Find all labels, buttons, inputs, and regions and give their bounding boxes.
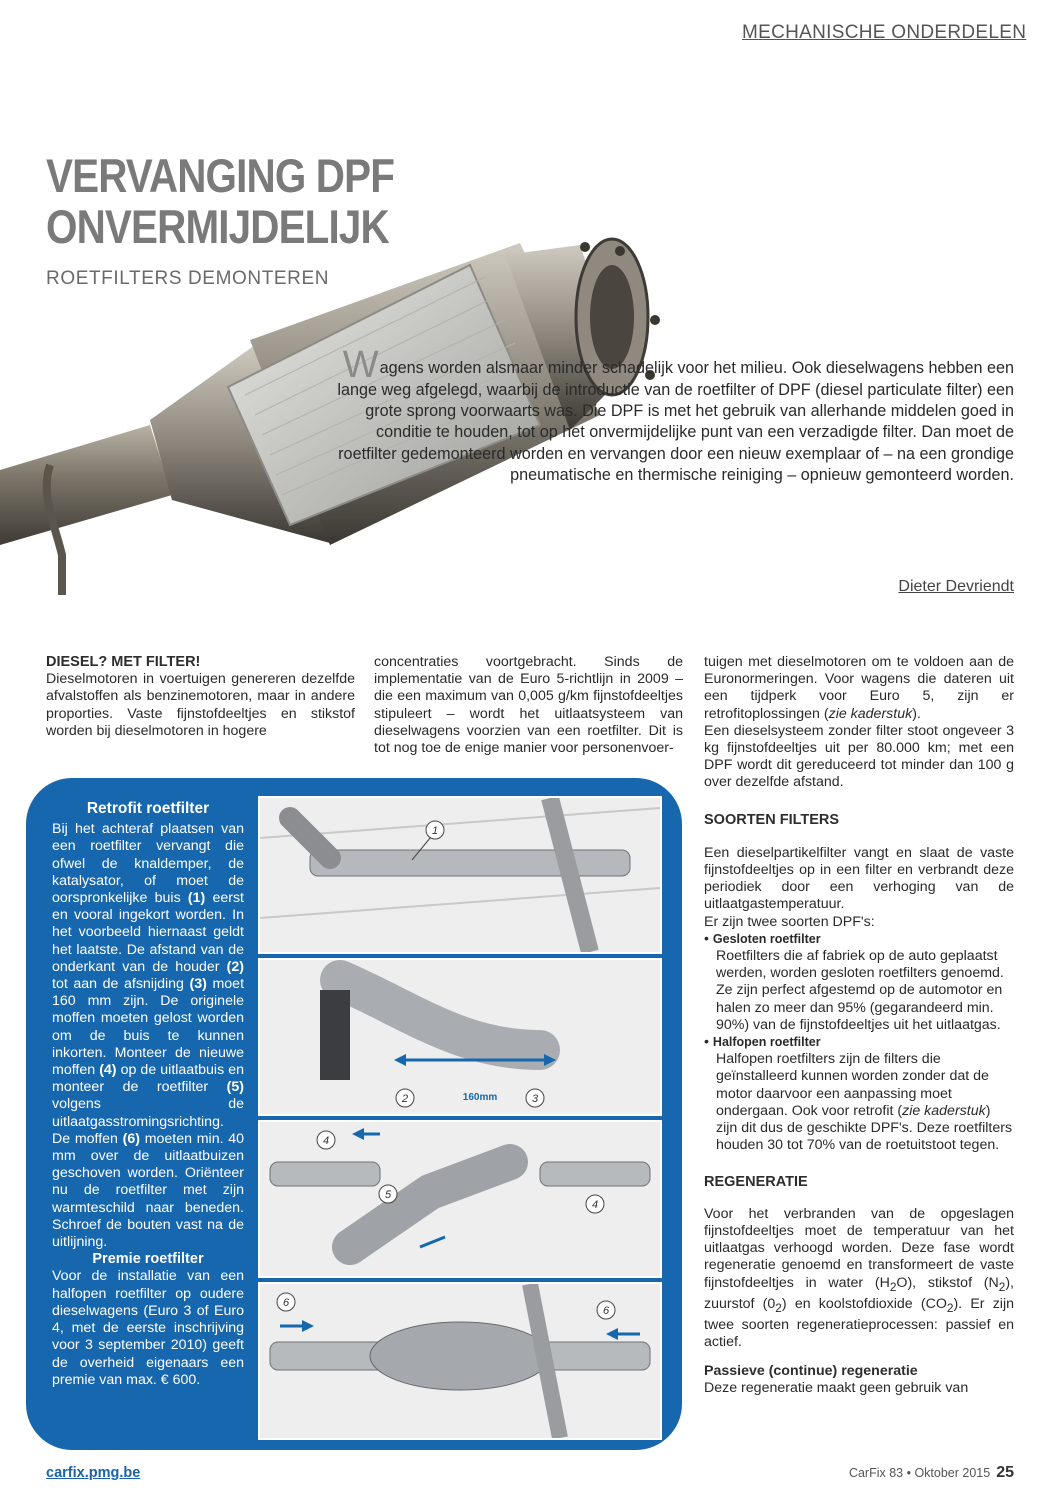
heading-soorten: SOORTEN FILTERS	[704, 811, 840, 828]
label-6-left: 6	[282, 1297, 290, 1309]
dropcap: W	[342, 344, 379, 386]
footer-website-link[interactable]: carfix.pmg.be	[46, 1465, 141, 1481]
heading-diesel: DIESEL? MET FILTER!	[46, 654, 201, 670]
column-2	[374, 654, 683, 757]
bullet-halfopen-label: • Halfopen roetfilter	[704, 1034, 821, 1051]
col3-paragraph-1: tuigen met dieselmotoren om te voldoen aan de Euronormeringen. Voor wagens die dateren uit een tijdperk voor Euro 5, zijn er retrofitoplossingen (zie kaderstuk).	[704, 654, 1014, 722]
col3-paragraph-4: Er zijn twee soorten DPF's:	[704, 913, 875, 930]
retrofit-box-text	[52, 800, 244, 1389]
label-6-right: 6	[602, 1305, 610, 1317]
label-2: 2	[401, 1093, 409, 1105]
author: Dieter Devriendt	[898, 578, 1014, 595]
bullet-halfopen-text: Halfopen roetfilters zijn de filters die geïnstalleerd kunnen worden zonder dat de motor daarvoor een aanpassing moet ondergaan. Ook voor retrofit (zie kaderstuk) zijn dit dus de geschikte DPF's. Deze roetfilters houden 30 tot 70% van de roetuitstoot tegen.	[716, 1051, 1013, 1154]
column-1	[46, 654, 355, 740]
panel-step-1	[258, 796, 662, 954]
footer-issue	[849, 1464, 1014, 1482]
title-line-2: ONVERMIJDELIJK	[46, 200, 389, 253]
article-title	[46, 150, 459, 252]
intro-text: agens worden alsmaar minder schadelijk voor het milieu. Ook dieselwagens hebben een lange weg afgelegd, waarbij de introductie van de roetfilter of DPF (diesel particulate filter) een grote sprong voorwaarts was. Die DPF is met het gebruik van allerhande middelen goed in conditie te houden, tot op het onvermijdelijke punt van een verzadigde filter. Dan moet de roetfilter gedemonteerd worden en vervangen door een nieuw exemplaar of – na een grondige pneumatische en thermische reiniging – opnieuw gemonteerd worden.	[337, 359, 1014, 484]
bullet-gesloten-text: Roetfilters die af fabriek op de auto geplaatst werden, worden gesloten roetfilters genoemd. Ze zijn perfect afgestemd op de automotor en halen zo meer dan 95% (gegarandeerd min. 90%) van de fijnstofdeeltjes uit het uitlaatgas.	[716, 948, 1004, 1033]
title-line-1: VERVANGING DPF	[46, 149, 395, 202]
premie-title: Premie roetfilter	[92, 1251, 204, 1268]
col3-paragraph-3: Een dieselpartikelfilter vangt en slaat de vaste fijnstofdeeltjes op in een filter en verbrandt deze periodiek door een verhoging van de uitlaatgastemperatuur.	[704, 844, 1014, 913]
label-5: 5	[384, 1189, 392, 1201]
article-subtitle: ROETFILTERS DEMONTEREN	[46, 268, 330, 289]
col3-paragraph-2: Een dieselsysteem zonder filter stoot ongeveer 3 kg fijnstofdeeltjes uit per 80.000 km; met een DPF wordt dit gereduceerd tot minder dan 100 g over dezelfde afstand.	[704, 722, 1014, 791]
issue-label: CarFix 83 • Oktober 2015	[848, 1466, 991, 1480]
intro-paragraph	[330, 344, 1014, 486]
heading-regeneratie: REGENERATIE	[704, 1174, 808, 1191]
col3-paragraph-6: Deze regeneratie maakt geen gebruik van	[704, 1380, 969, 1397]
section-tag: MECHANISCHE ONDERDELEN	[742, 22, 1027, 43]
label-3: 3	[531, 1093, 539, 1105]
page-number: 25	[996, 1464, 1014, 1481]
label-4-left: 4	[322, 1135, 330, 1147]
heading-passief: Passieve (continue) regeneratie	[704, 1362, 918, 1379]
retrofit-box-body: Bij het achteraf plaatsen van een roetfilter vervangt die ofwel de knaldemper, de katalysator, of moet de oorspronkelijke buis (1) eerst en vooral ingekort worden. In het voorbeeld hiernaast geldt het laatste. De afstand van de onderkant van de houder (2) tot aan de afsnijding (3) moet 160 mm zijn. De originele moffen moeten gelost worden om de buis te kunnen inkorten. Monteer de nieuwe moffen (4) op de uitlaatbuis en monteer de roetfilter (5) volgens de uitlaatgasstromingsrichting. De moffen (6) moeten min. 40 mm over de uitlaatbuizen geschoven worden. Oriënteer nu de roetfilter met zijn warmteschild naar beneden. Schroef de bouten vast na de uitlijning.	[52, 821, 245, 1251]
panel-step-3	[258, 1120, 662, 1278]
col2-paragraph: concentraties voortgebracht. Sinds de implementatie van de Euro 5-richtlijn in 2009 – die een maximum van 0,005 g/km fijnstofdeeltjes stipuleert – wordt het uitlaatsysteem van dieselwagens voorzien van een roetfilter. Dit is tot nog toe de enige manier voor personenvoer-	[374, 654, 683, 757]
panel-step-2	[258, 958, 662, 1116]
retrofit-box-title: Retrofit roetfilter	[86, 800, 210, 817]
column-3	[704, 654, 1014, 1397]
bullet-gesloten-label: • Gesloten roetfilter	[704, 930, 821, 947]
dimension-label: 160mm	[462, 1092, 498, 1103]
panel-step-4	[258, 1282, 662, 1440]
premie-body: Voor de installatie van een halfopen roetfilter op oudere dieselwagens (Euro 3 of Euro 4, met de eerste inschrijving voor 3 september 2010) geeft de overheid eigenaars een premie van max. € 600.	[52, 1268, 244, 1388]
col1-paragraph: Dieselmotoren in voertuigen genereren dezelfde afvalstoffen als benzinemotoren, maar in andere proporties. Vaste fijnstofdeeltjes en stikstof worden bij dieselmotoren in hogere	[46, 671, 355, 739]
label-1: 1	[431, 825, 439, 837]
label-4-right: 4	[591, 1199, 599, 1211]
col3-paragraph-5: Voor het verbranden van de opgeslagen fijnstofdeeltjes moet de temperatuur van het uitlaatgas verhoogd worden. Deze fase wordt regeneratie genoemd en transformeert de vaste fijnstofdeeltjes in water $(H_2O)$, stikstof $(N_2)$, zuurstof $(0_2)$ en koolstofdioxide $(CO_2)$. Er zijn twee soorten regeneratieprocessen: passief en actief.	[704, 1205, 1014, 1350]
